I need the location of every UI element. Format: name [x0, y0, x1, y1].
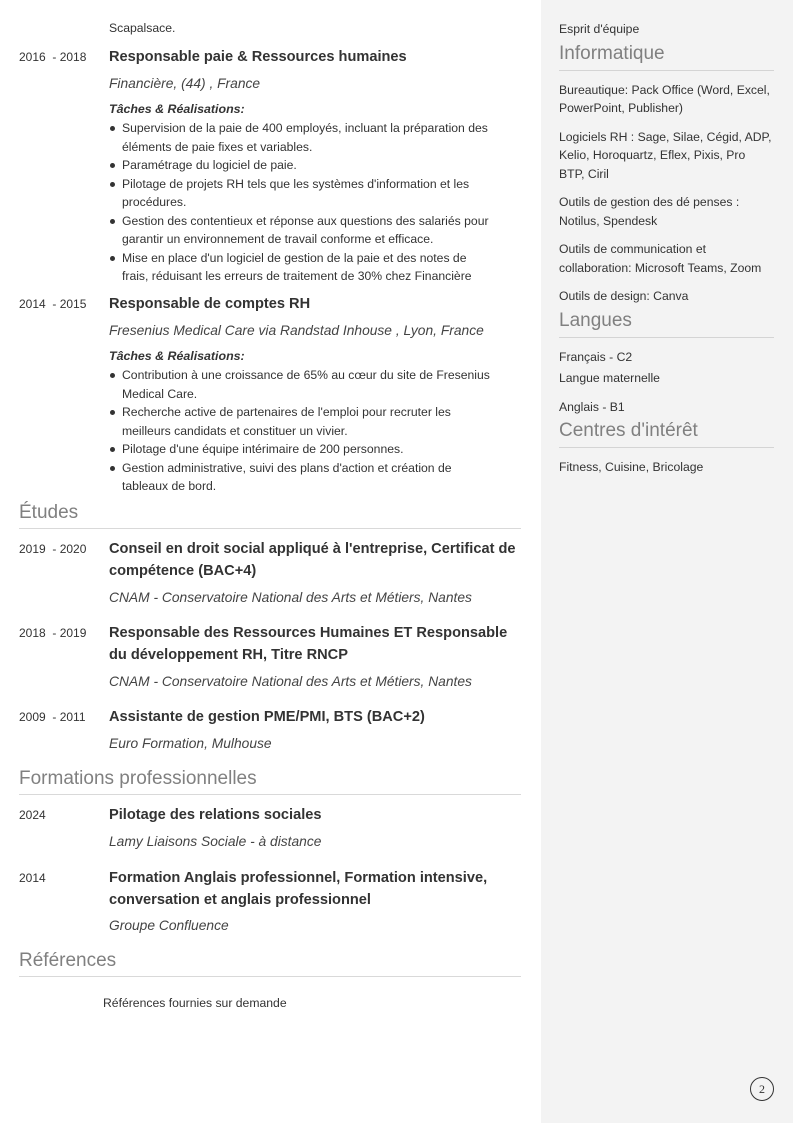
sidebar-divider: [559, 70, 774, 71]
education-years: 2018 - 2019: [19, 626, 87, 640]
sidebar-item: Outils de design: Canva: [559, 289, 689, 303]
sidebar-item: Logiciels RH : Sage, Silae, Cégid, ADP, Kelio, Horoquartz, Eflex, Pixis, Pro BTP, Ciril: [559, 129, 772, 181]
job-years: 2016 - 2018: [19, 50, 87, 64]
section-divider: [19, 976, 521, 977]
job-company: Financière, (44) , France: [109, 76, 261, 91]
job-title: Responsable de comptes RH: [109, 296, 311, 312]
education-title: Conseil en droit social appliqué à l'entreprise, Certificat de compétence (BAC+4): [109, 541, 516, 579]
job-title: Responsable paie & Ressources humaines: [109, 49, 407, 65]
education-school: Euro Formation, Mulhouse: [109, 736, 272, 751]
training-title: Formation Anglais professionnel, Formation intensive, conversation et anglais professionnel: [109, 870, 488, 908]
list-item: Gestion administrative, suivi des plans d'action et création de tableaux de bord.: [109, 459, 499, 496]
sidebar-divider: [559, 337, 774, 338]
sidebar-divider: [559, 447, 774, 448]
education-school: CNAM - Conservatoire National des Arts et Métiers, Nantes: [109, 674, 472, 689]
sidebar-item: Bureautique: Pack Office (Word, Excel, PowerPoint, Publisher): [559, 82, 770, 115]
education-years: 2009 - 2011: [19, 710, 86, 724]
training-years: 2024: [19, 808, 46, 822]
training-school: Lamy Liaisons Sociale - à distance: [109, 834, 322, 849]
education-title: Responsable des Ressources Humaines ET Responsable du développement RH, Titre RNCP: [109, 625, 508, 663]
training-school: Groupe Confluence: [109, 918, 229, 933]
list-item: Recherche active de partenaires de l'emploi pour recruter les meilleurs candidats et constituer un vivier.: [109, 403, 499, 440]
page-number: 2: [750, 1077, 774, 1101]
list-item: Pilotage de projets RH tels que les systèmes d'information et les procédures.: [109, 175, 494, 212]
training-title: Pilotage des relations sociales: [109, 807, 322, 823]
references-text: Références fournies sur demande: [103, 996, 287, 1010]
list-item: Mise en place d'un logiciel de gestion de la paie et des notes de frais, réduisant les erreurs de traitement de 30% chez Financière: [109, 249, 494, 286]
list-item: Pilotage d'une équipe intérimaire de 200 personnes.: [109, 440, 499, 459]
section-divider: [19, 528, 521, 529]
job-years: 2014 - 2015: [19, 297, 87, 311]
job-bullets: [109, 366, 499, 496]
training-years: 2014: [19, 871, 46, 885]
sidebar-heading-informatique: Informatique: [559, 42, 665, 64]
list-item: Paramétrage du logiciel de paie.: [109, 156, 494, 175]
job-subhead: Tâches & Réalisations:: [109, 102, 245, 116]
language-name: Anglais - B1: [559, 399, 625, 414]
sidebar-item: Outils de communication et collaboration: Microsoft Teams, Zoom: [559, 242, 762, 275]
list-item: Supervision de la paie de 400 employés, incluant la préparation des éléments de paie fixes et variables.: [109, 119, 494, 156]
job-bullets: [109, 119, 494, 286]
list-item: Contribution à une croissance de 65% au cœur du site de Fresenius Medical Care.: [109, 366, 499, 403]
sidebar-item: Outils de gestion des dé penses : Notilus, Spendesk: [559, 195, 740, 228]
interests-text: Fitness, Cuisine, Bricolage: [559, 460, 704, 474]
sidebar-skill: Esprit d'équipe: [559, 22, 640, 36]
sidebar-heading-langues: Langues: [559, 309, 632, 331]
section-heading-references: Références: [19, 950, 117, 971]
list-item: Gestion des contentieux et réponse aux questions des salariés pour garantir un environnement de travail conforme et efficace.: [109, 212, 494, 249]
education-title: Assistante de gestion PME/PMI, BTS (BAC+2): [109, 709, 425, 725]
education-years: 2019 - 2020: [19, 542, 87, 556]
sidebar: [541, 0, 793, 1123]
sidebar-heading-interets: Centres d'intérêt: [559, 420, 698, 441]
language-note: Langue maternelle: [559, 371, 660, 385]
leading-text: Scapalsace.: [109, 21, 176, 35]
job-company: Fresenius Medical Care via Randstad Inhouse , Lyon, France: [109, 323, 484, 338]
section-heading-formations: Formations professionnelles: [19, 768, 257, 789]
section-heading-etudes: Études: [19, 502, 79, 523]
education-school: CNAM - Conservatoire National des Arts et Métiers, Nantes: [109, 590, 472, 605]
language-name: Français - C2: [559, 349, 633, 364]
job-subhead: Tâches & Réalisations:: [109, 349, 245, 363]
section-divider: [19, 794, 521, 795]
